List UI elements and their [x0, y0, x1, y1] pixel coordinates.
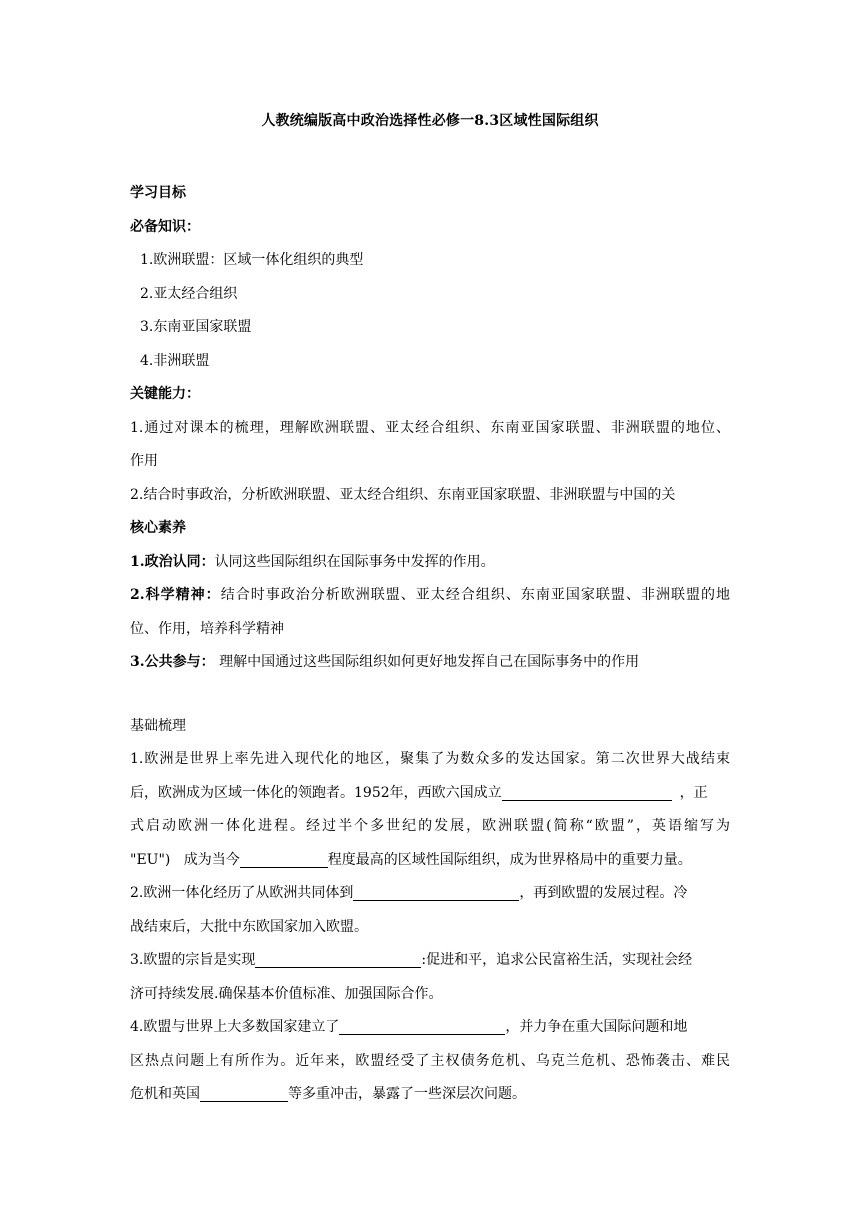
- section-spacer: [130, 680, 730, 710]
- literacy-item-2-line2: 位、作用，培养科学精神: [130, 620, 284, 637]
- basics-p3-line1: [130, 944, 730, 978]
- fill-blank-1[interactable]: [502, 784, 672, 801]
- knowledge-item: 2.亚太经合组织: [140, 285, 238, 302]
- basics-p4-line1: [130, 1011, 730, 1045]
- basics-p1-line4: [130, 844, 730, 878]
- literacy-item-2-label: 2.科学精神：: [130, 587, 221, 603]
- fill-blank-6[interactable]: [200, 1085, 288, 1102]
- fill-blank-2[interactable]: [240, 851, 328, 868]
- basics-p4-line2: 区热点问题上有所作为。近年来，欧盟经受了主权债务危机、乌克兰危机、恐怖袭击、难民: [130, 1052, 730, 1069]
- literacy-item-1: [130, 546, 730, 580]
- basics-p2-line2: 战结束后，大批中东欧国家加入欧盟。: [130, 918, 368, 935]
- literacy-item-1-text: 认同这些国际组织在国际事务中发挥的作用。: [214, 553, 495, 570]
- ability-item-1-line2: 作用: [130, 453, 158, 469]
- basics-p3-line1-text-b: :促进和平，追求公民富裕生活，实现社会经: [421, 952, 693, 968]
- basics-p4-line3-text-a: 危机和英国: [130, 1086, 200, 1102]
- basics-p3-line2: 济可持续发展.确保基本价值标准、加强国际合作。: [130, 985, 443, 1002]
- fill-blank-5[interactable]: [339, 1018, 505, 1035]
- basics-p1-line4-text-b: 程度最高的区域性国际组织，成为世界格局中的重要力量。: [327, 851, 692, 868]
- basics-p1-line3: 式启动欧洲一体化进程。经过半个多世纪的发展，欧洲联盟(简称“欧盟”，英语缩写为: [130, 818, 730, 834]
- basics-p1-line2-text-a: 后，欧洲成为区域一体化的领跑者。1952年，西欧六国成立: [130, 784, 502, 801]
- knowledge-item: 4.非洲联盟: [140, 352, 210, 369]
- literacy-item-2-line1: [130, 579, 730, 613]
- basics-p4-line3: [130, 1078, 730, 1112]
- knowledge-item: 1.欧洲联盟：区域一体化组织的典型: [140, 252, 364, 268]
- literacy-heading: 核心素养: [130, 520, 186, 536]
- literacy-item-1-label: 1.政治认同：: [130, 553, 215, 570]
- fill-blank-3[interactable]: [353, 884, 519, 901]
- basics-p1-line1: 1.欧洲是世界上率先进入现代化的地区，聚集了为数众多的发达国家。第二次世界大战结束: [130, 751, 730, 767]
- literacy-item-3-text: 理解中国通过这些国际组织如何更好地发挥自己在国际事务中的作用: [214, 654, 640, 670]
- knowledge-item: 3.东南亚国家联盟: [140, 319, 252, 335]
- basics-p4-line3-text-b: 等多重冲击，暴露了一些深层次问题。: [288, 1086, 526, 1102]
- basics-p2-line1-text-a: 2.欧洲一体化经历了从欧洲共同体到: [130, 885, 354, 901]
- document-body: [130, 177, 730, 1112]
- basics-p1-line4-text-a: "EU") 成为当今: [130, 851, 240, 868]
- basics-p1-line2-text-b: ，正: [679, 784, 708, 801]
- fill-blank-4[interactable]: [255, 951, 421, 968]
- literacy-item-2-text: 结合时事政治分析欧洲联盟、亚太经合组织、东南亚国家联盟、非洲联盟的地: [220, 587, 731, 603]
- learning-goals-heading: 学习目标: [130, 185, 186, 201]
- ability-item-2: 2.结合时事政治，分析欧洲联盟、亚太经合组织、东南亚国家联盟、非洲联盟与中国的关: [130, 486, 676, 503]
- ability-heading: 关键能力：: [130, 386, 200, 402]
- ability-item-1-line1: 1.通过对课本的梳理，理解欧洲联盟、亚太经合组织、东南亚国家联盟、非洲联盟的地位、: [130, 419, 730, 436]
- basics-p1-line2: [130, 777, 730, 811]
- basics-p2-line1-text-b: ，再到欧盟的发展过程。冷: [519, 885, 688, 901]
- knowledge-heading: 必备知识：: [130, 218, 200, 235]
- basics-p3-line1-text-a: 3.欧盟的宗旨是实现: [130, 952, 256, 968]
- document-title: 人教统编版高中政治选择性必修一8.3区域性国际组织: [261, 113, 599, 129]
- basics-p4-line1-text-a: 4.欧盟与世界上大多数国家建立了: [130, 1019, 340, 1035]
- basics-heading: 基础梳理: [130, 717, 186, 734]
- basics-p4-line1-text-b: ，并力争在重大国际问题和地: [505, 1019, 688, 1035]
- literacy-item-3: [130, 646, 730, 680]
- literacy-item-3-label: 3.公共参与：: [130, 654, 215, 670]
- basics-p2-line1: [130, 877, 730, 911]
